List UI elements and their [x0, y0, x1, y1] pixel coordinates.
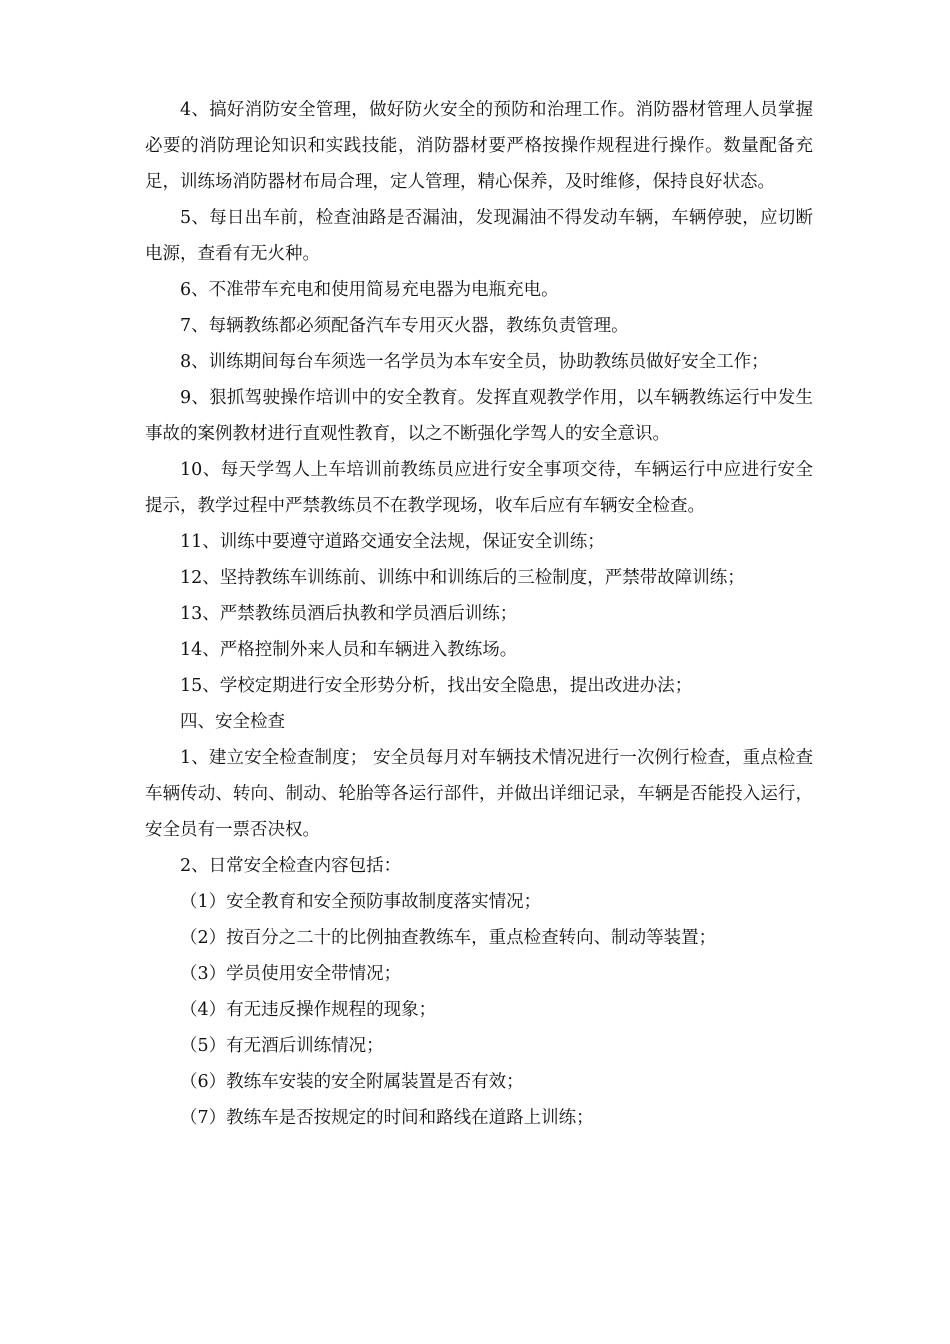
paragraph-inspection-system: 1、建立安全检查制度； 安全员每月对车辆技术情况进行一次例行检查，重点检查车辆传动、转向、制动、轮胎等各运行部件，并做出详细记录，车辆是否能投入运行，安全员有一票否决权。 — [145, 748, 813, 840]
list-item: （2）按百分之二十的比例抽查教练车，重点检查转向、制动等装置； — [180, 928, 717, 948]
paragraph-three-checks: 12、坚持教练车训练前、训练中和训练后的三检制度，严禁带故障训练； — [180, 568, 745, 588]
paragraph-fire-safety: 4、搞好消防安全管理，做好防火安全的预防和治理工作。消防器材管理人员掌握必要的消防理论知识和实践技能，消防器材要严格按操作规程进行操作。数量配备充足，训练场消防器材布局合理，定人管理，精心保养，及时维修，保持良好状态。 — [145, 100, 813, 192]
paragraph-oil-check: 5、每日出车前，检查油路是否漏油，发现漏油不得发动车辆，车辆停驶，应切断电源，查看有无火种。 — [145, 208, 813, 264]
paragraph-safety-officer: 8、训练期间每台车须选一名学员为本车安全员，协助教练员做好安全工作； — [180, 352, 769, 372]
paragraph-extinguisher: 7、每辆教练都必须配备汽车专用灭火器，教练负责管理。 — [180, 316, 629, 336]
section-heading-safety-inspection: 四、安全检查 — [180, 712, 285, 732]
paragraph-access-control: 14、严格控制外来人员和车辆进入教练场。 — [180, 640, 518, 660]
paragraph-safety-analysis: 15、学校定期进行安全形势分析，找出安全隐患，提出改进办法； — [180, 676, 693, 696]
list-item: （5）有无酒后训练情况； — [180, 1036, 384, 1056]
paragraph-daily-briefing: 10、每天学驾人上车培训前教练员应进行安全事项交待，车辆运行中应进行安全提示，教学过程中严禁教练员不在教学现场，收车后应有车辆安全检查。 — [145, 460, 813, 516]
paragraph-traffic-rules: 11、训练中要遵守道路交通安全法规，保证安全训练； — [180, 532, 605, 552]
list-item: （4）有无违反操作规程的现象； — [180, 1000, 437, 1020]
paragraph-no-charging: 6、不准带车充电和使用简易充电器为电瓶充电。 — [180, 280, 559, 300]
paragraph-safety-education: 9、狠抓驾驶操作培训中的安全教育。发挥直观教学作用，以车辆教练运行中发生事故的案例教材进行直观性教育，以之不断强化学驾人的安全意识。 — [145, 388, 813, 444]
paragraph-daily-inspection: 2、日常安全检查内容包括： — [180, 856, 402, 876]
paragraph-no-drinking: 13、严禁教练员酒后执教和学员酒后训练； — [180, 604, 518, 624]
document-page — [145, 92, 813, 1136]
list-item: （3）学员使用安全带情况； — [180, 964, 402, 984]
list-item: （1）安全教育和安全预防事故制度落实情况； — [180, 892, 542, 912]
list-item: （7）教练车是否按规定的时间和路线在道路上训练； — [180, 1108, 594, 1128]
list-item: （6）教练车安装的安全附属装置是否有效； — [180, 1072, 524, 1092]
